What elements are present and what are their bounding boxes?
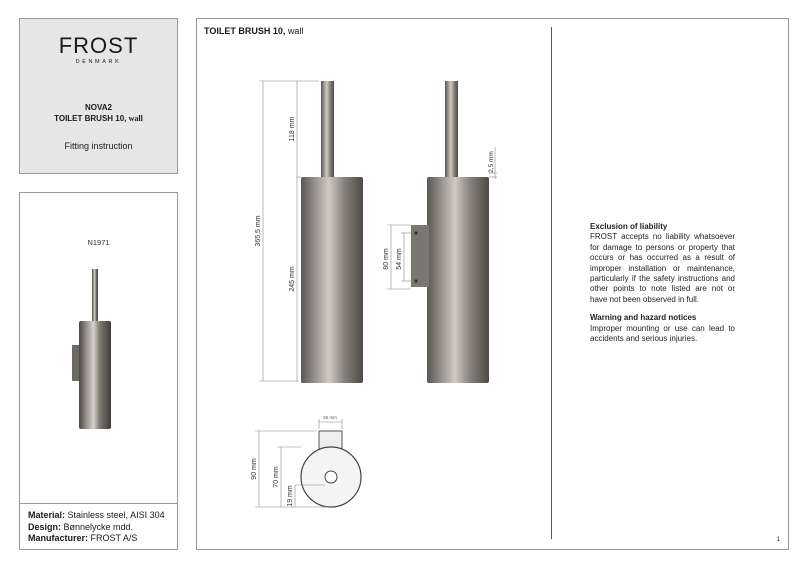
dim-total: 365,5 mm [255,215,262,247]
front-container [301,177,363,383]
dim-handle: 118 mm [289,116,296,142]
drawing-panel [196,18,789,550]
top-handle-outline [325,471,337,483]
drawing-title: TOILET BRUSH 10, wall [204,26,304,36]
photo-bracket [72,345,80,381]
screw-bottom [414,279,417,282]
photo-handle [92,269,98,321]
notices-block [590,222,735,344]
dim-bracket-height: 80 mm [383,248,390,270]
liability-text: FROST accepts no liability whatsoever for damage to persons or property that occurs or has occurred as a result of improper installation or maintenance, particularly if the safety instructions and other points to note listed are not or have not been observed in full. [590,232,735,304]
dim-offset: 19 mm [287,485,294,507]
dim-diameter: 70 mm [273,466,280,488]
dim-depth: 90 mm [251,458,258,480]
front-view [255,81,363,383]
document-type: Fitting instruction [64,141,133,151]
dim-container: 245 mm [289,266,296,292]
photo-container [79,321,111,429]
column-divider [551,27,552,539]
screw-top [414,231,417,234]
top-view [251,415,361,507]
liability-title: Exclusion of liability [590,222,668,231]
spec-material: Material: Stainless steel, AISI 304 [28,510,165,520]
side-view [383,81,497,383]
front-handle [321,81,334,179]
product-panel [19,192,178,550]
product-photo [68,265,138,435]
product-series: NOVA2 [85,103,112,112]
product-variant: wall [128,114,143,123]
logo-subtitle: DENMARK [75,59,122,65]
product-title [20,114,177,123]
side-handle [445,81,458,179]
frost-logo: FROST [58,33,139,58]
page-number: 1 [776,537,780,543]
spec-manufacturer: Manufacturer: FROST A/S [28,533,138,543]
dim-hole-spacing: 54 mm [396,248,403,270]
product-sku: N1971 [87,238,110,247]
brand-panel [19,18,178,174]
dim-gap: 2,5 mm [488,151,495,173]
warning-title: Warning and hazard notices [590,313,697,323]
product-name: TOILET BRUSH 10, [54,114,127,123]
technical-drawing [197,19,551,544]
spec-block [20,503,177,549]
spec-design: Design: Bønnelycke mdd. [28,521,134,532]
side-container [427,177,489,383]
warning-text: Improper mounting or use can lead to accidents and serious injuries. [590,323,735,344]
dim-bracket-width: 26 mm [323,415,337,420]
side-bracket [411,225,429,287]
